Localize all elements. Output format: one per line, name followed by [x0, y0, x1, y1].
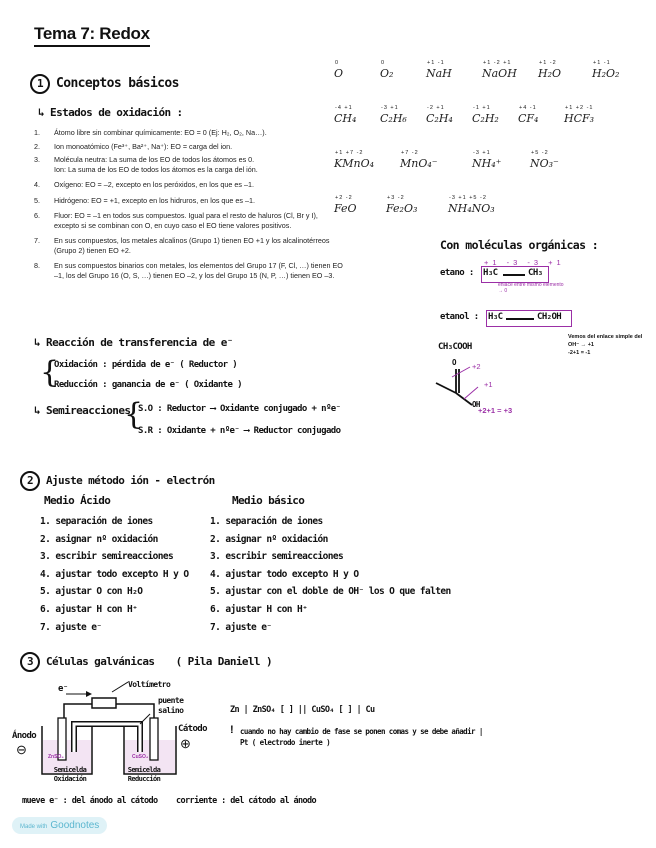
method-step: 4. ajustar todo excepto H y O	[210, 568, 359, 580]
oxidation-numbers: -1 +1	[473, 105, 491, 111]
etano-right: CH₃	[528, 268, 543, 278]
puente-label: puente salino	[158, 696, 184, 715]
rule-text: En sus compuestos, los metales alcalinos (Grupo 1) tienen EO +1 y los alcalinotérreos	[54, 236, 330, 245]
rule-text: Fluor: EO = –1 en todos sus compuestos. Igual para el resto de haluros (Cl, Br y I),	[54, 211, 318, 220]
formula-text: NaOH	[482, 67, 517, 80]
rule-number: 5.	[34, 195, 40, 205]
formula-grid	[334, 60, 644, 240]
formula-row	[334, 60, 644, 88]
method-step: 6. ajustar H con H⁺	[210, 603, 308, 615]
section-number: 1	[30, 74, 50, 94]
oxidation-numbers: -3 +1 +5 -2	[449, 195, 487, 201]
formula-cell	[518, 105, 564, 133]
method-step: 3. escribir semireacciones	[210, 551, 344, 563]
method-step: 4. ajustar todo excepto H y O	[40, 568, 189, 580]
formula-cell	[426, 105, 472, 133]
badge-brand: Goodnotes	[50, 820, 100, 831]
semicelda-red: Semicelda Reducción	[127, 766, 161, 783]
oxidation-numbers: +4 -1	[519, 105, 537, 111]
oxidation-numbers: -4 +1	[335, 105, 353, 111]
section-1-header	[30, 74, 179, 94]
brace-icon: {	[124, 397, 144, 432]
method-step: 2. asignar nº oxidación	[40, 533, 158, 545]
formula-text: FeO	[334, 202, 357, 215]
oxidation-numbers: +1 +7 -2	[335, 150, 364, 156]
formula-cell	[426, 60, 482, 88]
etano-left: H₃C	[483, 268, 498, 278]
formula-text: MnO₄⁻	[400, 157, 438, 170]
sr-left: Oxidante + nºe⁻	[166, 426, 240, 436]
etano-label: etano :	[440, 268, 474, 278]
mueve-text: mueve e⁻ : del ánodo al cátodo	[22, 796, 158, 806]
oxidation-numbers: +1 -1	[593, 60, 611, 66]
etanol-note	[568, 333, 652, 357]
so-prefix: S.O :	[138, 404, 163, 414]
etanol-label: etanol :	[440, 312, 479, 322]
rule-number: 3.	[34, 155, 40, 164]
formula-text: NO₃⁻	[530, 157, 559, 170]
method-step: 3. escribir semireacciones	[40, 551, 174, 563]
formula-text: O	[334, 67, 344, 80]
formula-cell	[592, 60, 636, 88]
formula-text: H₂O	[538, 67, 562, 80]
so-right: Oxidante conjugado + nºe⁻	[219, 404, 341, 414]
formula-cell	[448, 195, 548, 223]
formula-cell	[334, 105, 380, 133]
rule-text: Oxígeno: EO = –2, excepto en los peróxidos, en los que es –1.	[54, 180, 254, 189]
oxidation-numbers: 0	[335, 60, 340, 66]
basico-title: Medio básico	[232, 494, 305, 507]
formula-text: NaH	[426, 67, 452, 80]
oxidation-rule	[34, 271, 424, 281]
arrow-icon: ↳	[34, 336, 47, 349]
voltimetro-label: Voltímetro	[128, 680, 171, 689]
oxidation-numbers: 0	[381, 60, 386, 66]
formula-cell	[482, 60, 538, 88]
formula-row	[334, 150, 644, 178]
catodo-label: Cátodo	[178, 724, 207, 734]
formula-text: H₂O₂	[592, 67, 620, 80]
method-step: 1. separación de iones	[210, 516, 323, 527]
badge-prefix: Made with	[20, 824, 48, 830]
rule-number: 2.	[34, 141, 40, 151]
rule-text: Átomo libre sin combinar químicamente: EO = 0 (Ej: H₂, O₂, Na…).	[54, 128, 267, 137]
formula-cell	[334, 60, 380, 88]
semi-so	[138, 404, 340, 414]
etanol-left: H₃C	[488, 312, 503, 322]
acido-title: Medio Ácido	[44, 494, 111, 507]
acid-label: CH₃COOH	[438, 342, 472, 352]
rule-text: Ion: La suma de los EO de todos los átomos es la carga del ión.	[54, 164, 258, 174]
long-arrow-icon: ⟶	[210, 404, 220, 414]
formula-text: O₂	[380, 67, 394, 80]
formula-row	[334, 195, 644, 223]
section-number: 3	[20, 652, 40, 672]
oxidation-rule	[34, 261, 424, 271]
etano-charges: +1 -3 -3 +1	[484, 258, 565, 267]
formula-cell	[334, 195, 386, 223]
cell-note: cuando no hay cambio de fase se ponen comas y se debe añadir | Pt ( electrodo inerte )	[240, 727, 483, 747]
anodo-label: Ánodo	[12, 731, 37, 741]
semicelda-ox: Semicelda Oxidación	[53, 766, 87, 783]
method-step: 5. ajustar con el doble de OH⁻ los O que falten	[210, 586, 451, 598]
method-step: 6. ajustar H con H⁺	[40, 603, 138, 615]
oxidation-numbers: +1 -2	[539, 60, 557, 66]
oxidacion-def: Oxidación : pérdida de e⁻ ( Reductor )	[54, 360, 238, 370]
rule-text: Ion monoatómico (Fe³⁺, Ba²⁺, Na⁺): EO = carga del ion.	[54, 141, 233, 151]
acid-charge-2: +1	[484, 380, 493, 389]
rule-number: 7.	[34, 236, 40, 245]
so-left: Reductor	[166, 404, 206, 414]
znso4-label: ZnSO₄	[48, 754, 64, 760]
formula-text: NH₄⁺	[472, 157, 502, 170]
section-label: Conceptos básicos	[56, 76, 179, 91]
minus-circle-icon: ⊖	[16, 742, 27, 757]
sr-right: Reductor conjugado	[253, 426, 341, 436]
rule-text: –1, los del Grupo 16 (O, S, …) tienen EO –2, y los del Grupo 15 (N, P, …) tienen EO –3.	[54, 270, 335, 280]
semi-header	[34, 404, 130, 417]
formula-text: CF₄	[518, 112, 539, 125]
formula-cell	[538, 60, 592, 88]
etanol-right: CH₂OH	[537, 312, 562, 322]
formula-text: C₂H₆	[380, 112, 407, 125]
oxidation-numbers: +5 -2	[531, 150, 549, 156]
formula-text: CH₄	[334, 112, 357, 125]
semi-label: Semireacciones	[46, 404, 131, 417]
rule-text: En sus compuestos binarios con metales, los elementos del Grupo 17 (F, Cl, …) tienen EO	[54, 261, 343, 270]
formula-cell	[334, 150, 400, 178]
formula-cell	[386, 195, 448, 223]
formula-cell	[400, 150, 472, 178]
section-2-header	[20, 471, 215, 491]
formula-text: Fe₂O₃	[386, 202, 418, 215]
rule-number: 6.	[34, 211, 40, 220]
acido-steps	[40, 513, 220, 636]
electron-label: e⁻	[58, 684, 68, 694]
reaccion-label: Reacción de transferencia de e⁻	[46, 336, 233, 349]
page-title: Tema 7: Redox	[34, 24, 150, 47]
oxidation-numbers: +2 -2	[335, 195, 353, 201]
method-step: 7. ajuste e⁻	[210, 621, 272, 633]
oxidation-numbers: -3 +1	[473, 150, 491, 156]
etano-note: enlace entre mismo elemento → 0	[498, 282, 564, 294]
goodnotes-badge[interactable]	[12, 817, 107, 834]
formula-cell	[380, 60, 426, 88]
section-label: Células galvánicas	[46, 655, 155, 668]
section-extra: ( Pila Daniell )	[175, 655, 273, 668]
method-step: 7. ajuste e⁻	[40, 621, 102, 633]
basico-steps	[210, 513, 470, 636]
cell-notation: Zn | ZnSO₄ [ ] || CuSO₄ [ ] | Cu	[230, 705, 375, 715]
formula-cell	[472, 105, 518, 133]
formula-text: KMnO₄	[334, 157, 374, 170]
exclamation-icon: !	[230, 724, 234, 736]
etano-box	[481, 266, 549, 283]
reduccion-def: Reducción : ganancia de e⁻ ( Oxidante )	[54, 380, 242, 390]
rule-text: (Grupo 2) tienen EO +2.	[54, 245, 131, 255]
sr-prefix: S.R :	[138, 426, 163, 436]
formula-cell	[472, 150, 530, 178]
plus-circle-icon: ⊕	[180, 736, 191, 751]
method-step: 1. separación de iones	[40, 516, 153, 527]
arrow-icon: ↳	[38, 106, 51, 119]
acid-charge-sum: +2+1 = +3	[478, 406, 513, 415]
formula-text: C₂H₂	[472, 112, 499, 125]
method-step: 2. asignar nº oxidación	[210, 533, 328, 545]
brace-icon: {	[40, 355, 60, 390]
rule-text: Hidrógeno: EO = +1, excepto en los hidruros, en los que es –1.	[54, 195, 255, 205]
section-number: 2	[20, 471, 40, 491]
acid-charge-1: +2	[472, 362, 481, 371]
oxidation-numbers: +7 -2	[401, 150, 419, 156]
organicas-title: Con moléculas orgánicas :	[440, 238, 599, 252]
long-arrow-icon: ⟶	[244, 426, 254, 436]
section-label: Ajuste método ión - electrón	[46, 474, 215, 487]
estados-header	[38, 106, 183, 119]
semi-sr	[138, 426, 340, 436]
acid-atom-o: O	[452, 358, 456, 367]
cuso4-label: CuSO₄	[132, 754, 149, 760]
rule-number: 1.	[34, 128, 40, 137]
etanol-sum: -2+1 = -1	[568, 350, 591, 356]
oxidation-numbers: +3 -2	[387, 195, 405, 201]
oxidation-numbers: +1 -1	[427, 60, 445, 66]
rule-text: excepto si se combinan con O, en cuyo caso el EO tiene valores positivos.	[54, 220, 292, 230]
rule-text: Molécula neutra: La suma de los EO de todos los átomos es 0.	[54, 155, 255, 164]
oxidation-rule	[34, 246, 424, 256]
acid-atom-oh: OH	[472, 400, 480, 409]
formula-cell	[380, 105, 426, 133]
arrow-icon: ↳	[34, 404, 47, 417]
formula-text: HCF₃	[564, 112, 595, 125]
oxidation-numbers: -3 +1	[381, 105, 399, 111]
oxidation-numbers: -2 +1	[427, 105, 445, 111]
etanol-note-text: Vemos del enlace simple del OH⁻ → +1	[568, 334, 643, 348]
estados-label: Estados de oxidación :	[50, 106, 183, 119]
section-3-header	[20, 652, 272, 672]
oxidation-numbers: +1 -2 +1	[483, 60, 512, 66]
corriente-text: corriente : del cátodo al ánodo	[176, 796, 317, 806]
formula-text: NH₄NO₃	[448, 202, 495, 215]
reaccion-header	[34, 336, 233, 349]
rule-number: 8.	[34, 261, 40, 270]
formula-row	[334, 105, 644, 133]
formula-cell	[530, 150, 590, 178]
formula-text: C₂H₄	[426, 112, 453, 125]
etanol-box	[486, 310, 572, 327]
rule-number: 4.	[34, 180, 40, 189]
oxidation-numbers: +1 +2 -1	[565, 105, 594, 111]
formula-cell	[564, 105, 624, 133]
method-step: 5. ajustar O con H₂O	[40, 586, 143, 598]
